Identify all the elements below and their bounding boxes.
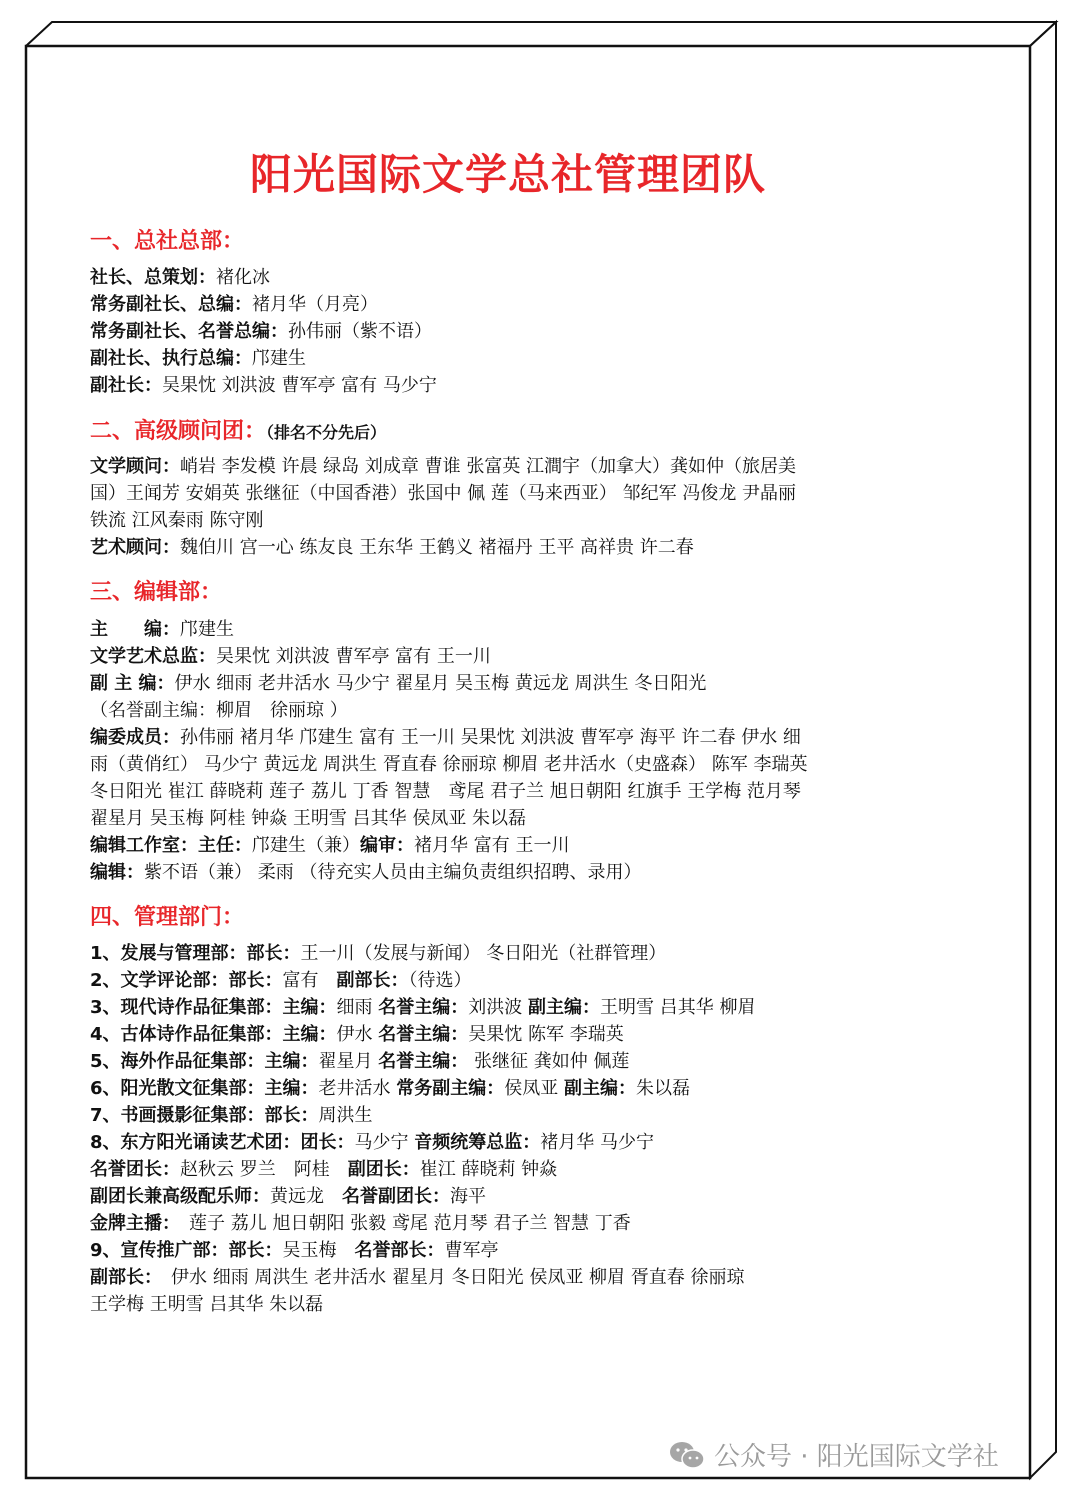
s4-line-14: 王学梅 王明雪 吕其华 朱以磊 xyxy=(90,1294,324,1315)
s3-deputy: 副 主 编：伊水 细雨 老井活水 马少宁 翟星月 吴玉梅 黄远龙 周洪生 冬日阳光 xyxy=(90,673,707,694)
s4-line-5: 5、海外作品征集部：主编：翟星月 名誉主编： 张继征 龚如仲 佩莲 xyxy=(90,1051,630,1072)
s4-line-3: 3、现代诗作品征集部：主编：细雨 名誉主编：刘洪波 副主编：王明雪 吕其华 柳眉 xyxy=(90,997,756,1018)
s4-line-2: 2、文学评论部：部长：富有 副部长：（待选） xyxy=(90,970,472,991)
s3-studio: 编辑工作室：主任：邝建生（兼）编审：褚月华 富有 王一川 xyxy=(90,835,570,856)
s4-line-9: 名誉团长：赵秋云 罗兰 阿桂 副团长：崔江 薛晓莉 钟焱 xyxy=(90,1159,558,1180)
s3-honorary: （名誉副主编：柳眉 徐丽琼 ） xyxy=(90,700,348,721)
wechat-icon xyxy=(668,1440,706,1470)
s3-chief: 主 编：邝建生 xyxy=(90,619,234,640)
s2-lit-line-1: 文学顾问：峭岩 李发模 许晨 绿岛 刘成章 曹谁 张富英 江澗宇（加拿大）龚如仲（旅居美 xyxy=(90,456,797,477)
watermark-text: 公众号 · 阳光国际文学社 xyxy=(714,1442,999,1472)
s4-line-12: 9、宣传推广部：部长：吴玉梅 名誉部长：曹军亭 xyxy=(90,1240,499,1261)
s3-members-4: 翟星月 吴玉梅 阿桂 钟焱 王明雪 吕其华 侯凤亚 朱以磊 xyxy=(90,808,527,829)
s3-director: 文学艺术总监：吴果忱 刘洪波 曹军亭 富有 王一川 xyxy=(90,646,491,667)
s2-lit-line-3: 铁流 江风秦雨 陈守刚 xyxy=(90,510,264,531)
s1-line-2: 常务副社长、总编：褚月华（月亮） xyxy=(90,294,378,315)
s4-line-10: 副团长兼高级配乐师：黄远龙 名誉副团长：海平 xyxy=(90,1186,486,1207)
s4-line-6: 6、阳光散文征集部：主编：老井活水 常务副主编：侯凤亚 副主编：朱以磊 xyxy=(90,1078,690,1099)
s4-line-4: 4、古体诗作品征集部：主编：伊水 名誉主编：吴果忱 陈军 李瑞英 xyxy=(90,1024,624,1045)
page-title: 阳光国际文学总社管理团队 xyxy=(250,150,767,199)
s4-line-7: 7、书画摄影征集部：部长：周洪生 xyxy=(90,1105,373,1126)
s1-line-1: 社长、总策划：褚化冰 xyxy=(90,267,270,288)
s3-members-2: 雨（黄俏红） 马少宁 黄远龙 周洪生 胥直春 徐丽琼 柳眉 老井活水（史盛森） 陈军 李瑞英 xyxy=(90,754,808,775)
s4-line-13: 副部长： 伊水 细雨 周洪生 老井活水 翟星月 冬日阳光 侯凤亚 柳眉 胥直春 徐丽琼 xyxy=(90,1267,745,1288)
s2-art-line: 艺术顾问：魏伯川 宫一心 练友良 王东华 王鹤义 褚福丹 王平 高祥贵 许二春 xyxy=(90,537,694,558)
section-4-heading: 四、管理部门： xyxy=(90,905,245,930)
section-3-heading: 三、编辑部： xyxy=(90,580,223,605)
s1-line-5: 副社长：吴果忱 刘洪波 曹军亭 富有 马少宁 xyxy=(90,375,437,396)
section-2-heading: 二、高级顾问团：（排名不分先后） xyxy=(90,419,387,444)
section-1-heading: 一、总社总部： xyxy=(90,229,245,254)
s4-line-11: 金牌主播： 莲子 荔儿 旭日朝阳 张毅 鸢尾 范月琴 君子兰 智慧 丁香 xyxy=(90,1213,631,1234)
s4-line-8: 8、东方阳光诵读艺术团：团长：马少宁 音频统筹总监：褚月华 马少宁 xyxy=(90,1132,654,1153)
section-2-note: （排名不分先后） xyxy=(266,423,387,442)
s4-line-1: 1、发展与管理部：部长：王一川（发展与新闻） 冬日阳光（社群管理） xyxy=(90,943,667,964)
s1-line-3: 常务副社长、名誉总编：孙伟丽（紫不语） xyxy=(90,321,432,342)
s2-lit-line-2: 国）王闻芳 安娟英 张继征（中国香港）张国中 佩 莲（马来西亚） 邹纪军 冯俊龙 尹晶丽 xyxy=(90,483,797,504)
s3-members-3: 冬日阳光 崔江 薛晓莉 莲子 荔儿 丁香 智慧 鸢尾 君子兰 旭日朝阳 红旗手 王学梅 范月琴 xyxy=(90,781,801,802)
s3-members-1: 编委成员：孙伟丽 褚月华 邝建生 富有 王一川 吴果忱 刘洪波 曹军亭 海平 许二春 伊水 细 xyxy=(90,727,801,748)
watermark xyxy=(668,1436,999,1473)
s1-line-4: 副社长、执行总编：邝建生 xyxy=(90,348,306,369)
s3-editor: 编辑：紫不语（兼） 柔雨 （待充实人员由主编负责组织招聘、录用） xyxy=(90,862,642,883)
